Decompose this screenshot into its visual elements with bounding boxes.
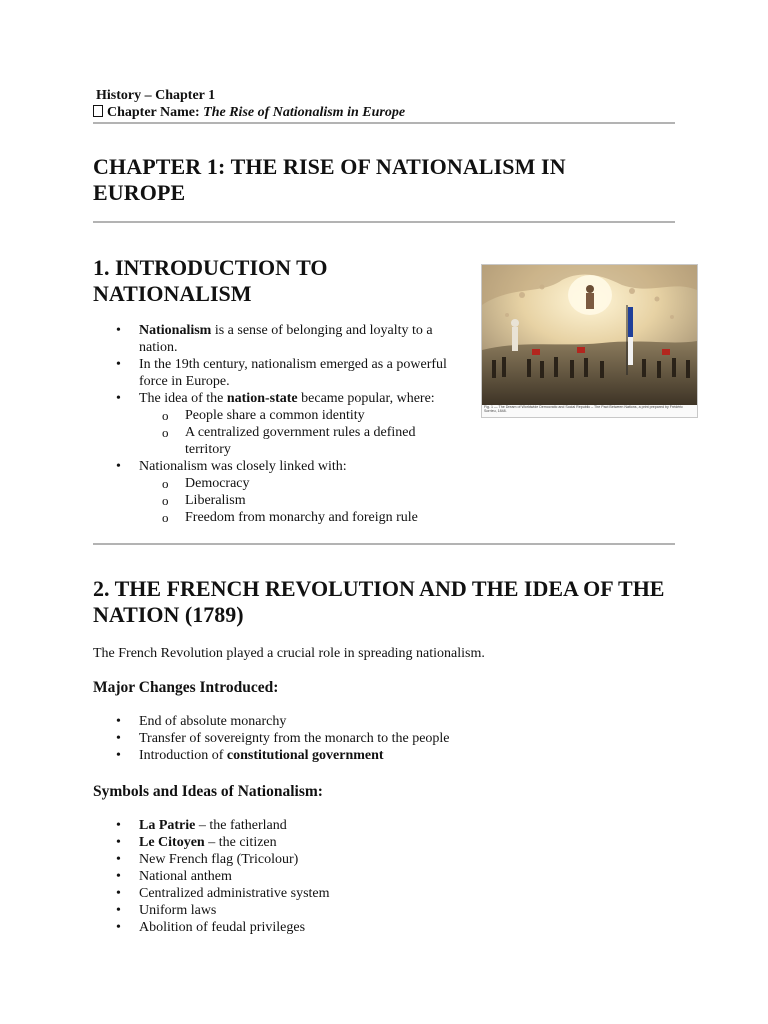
nation-state-sublist <box>139 407 459 458</box>
list-item-text: – the citizen <box>204 835 277 850</box>
checkbox-glyph-icon <box>93 105 103 117</box>
list-item: • Transfer of sovereignty from the monarch to the people <box>93 730 653 747</box>
list-item-text: – the fatherland <box>195 818 287 833</box>
title-divider <box>93 221 675 223</box>
symbols-list <box>93 817 653 936</box>
list-item: • National anthem <box>93 868 653 885</box>
term-le-citoyen: Le Citoyen <box>139 835 205 850</box>
figure-caption: Fig. 1 — The Dream of Worldwide Democratic and Social Republic – The Pact Between Nations, a print prepared by Frédéric Sorrieu, 1848. <box>484 405 683 414</box>
major-changes-list <box>93 713 653 764</box>
sublist-item: o Freedom from monarchy and foreign rule <box>139 509 503 526</box>
term-constitutional-government: constitutional government <box>226 748 384 763</box>
sublist-item: o People share a common identity <box>139 407 459 424</box>
section-divider <box>93 543 675 545</box>
chapter-name-value: The Rise of Nationalism in Europe <box>203 105 406 120</box>
list-item-text: became popular, where: <box>297 391 435 406</box>
list-item-text: In the 19th century, nationalism emerged as a powerful force in Europe. <box>139 357 447 389</box>
list-item: • Uniform laws <box>93 902 653 919</box>
section-2-title: 2. THE FRENCH REVOLUTION AND THE IDEA OF THE NATION (1789) <box>93 576 665 627</box>
list-item <box>93 834 653 851</box>
symbols-heading: Symbols and Ideas of Nationalism: <box>93 783 323 800</box>
chapter-name-label: Chapter Name: <box>107 105 200 120</box>
term-la-patrie: La Patrie <box>139 818 196 833</box>
header-divider <box>93 122 675 124</box>
chapter-title: CHAPTER 1: THE RISE OF NATIONALISM IN EUROPE <box>93 154 566 205</box>
list-item-text: The idea of the <box>139 391 227 406</box>
list-item: • Centralized administrative system <box>93 885 653 902</box>
list-item <box>93 458 503 526</box>
historical-painting-image <box>482 265 697 405</box>
sublist-item: o Liberalism <box>139 492 503 509</box>
list-item <box>93 356 459 390</box>
list-item <box>93 322 459 356</box>
section-2-intro: The French Revolution played a crucial role in spreading nationalism. <box>93 646 485 661</box>
list-item: • Abolition of feudal privileges <box>93 919 653 936</box>
section-1-title: 1. INTRODUCTION TO NATIONALISM <box>93 255 328 306</box>
list-item-text: Introduction of <box>139 748 227 763</box>
list-item <box>93 817 653 834</box>
list-item <box>93 747 653 764</box>
sublist-item: o A centralized government rules a defined territory <box>139 424 459 458</box>
list-item <box>93 390 459 458</box>
chapter-name-line <box>93 104 675 121</box>
list-item-text: is a sense of belonging and loyalty to a nation. <box>139 323 433 355</box>
sublist-item: o Democracy <box>139 475 503 492</box>
list-item-text: Nationalism was closely linked with: <box>139 459 347 474</box>
term-nation-state: nation-state <box>226 391 298 406</box>
list-item: • End of absolute monarchy <box>93 713 653 730</box>
document-header <box>93 87 675 121</box>
list-item: • New French flag (Tricolour) <box>93 851 653 868</box>
major-changes-heading: Major Changes Introduced: <box>93 679 279 696</box>
term-nationalism: Nationalism <box>139 323 212 338</box>
subject-chapter-label: History – Chapter 1 <box>96 88 216 103</box>
section-1-bullets <box>93 322 503 526</box>
section-1-figure <box>481 264 698 418</box>
linked-with-sublist <box>139 475 503 526</box>
